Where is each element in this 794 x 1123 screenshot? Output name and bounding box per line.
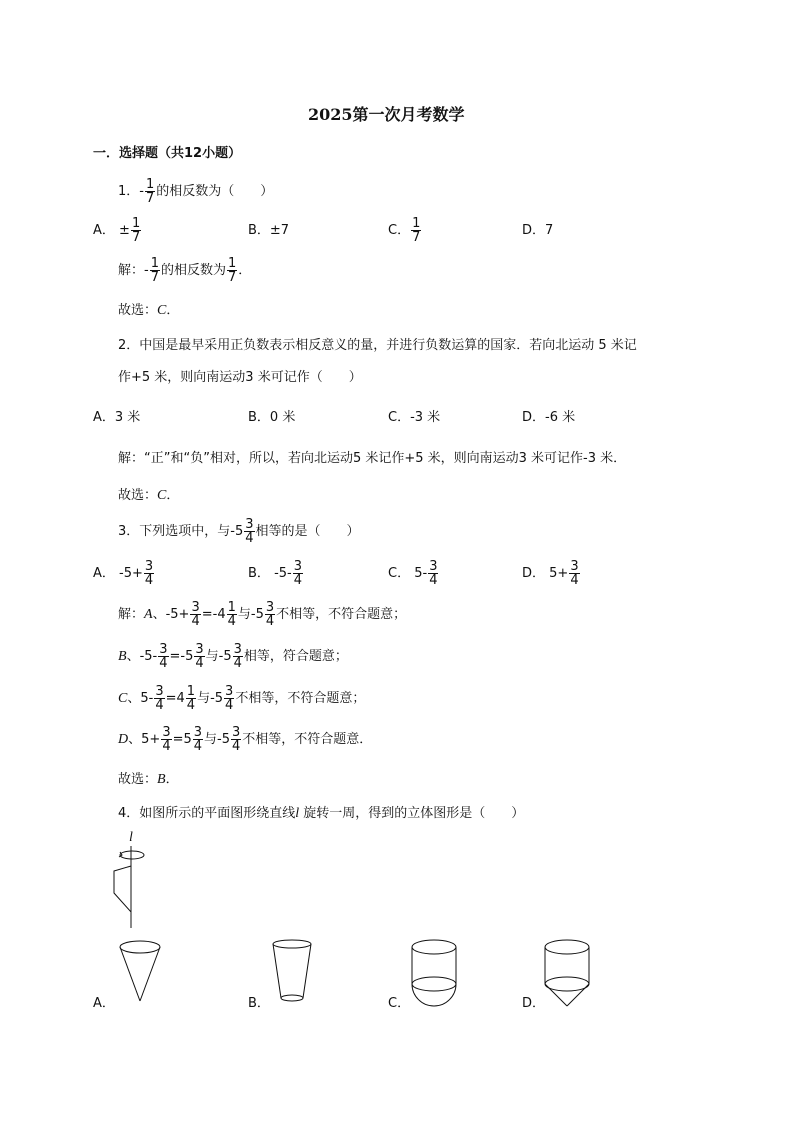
numerator: 1 — [186, 684, 196, 699]
q4-stem — [118, 806, 524, 822]
option-label: D． — [522, 566, 546, 581]
denominator: 4 — [293, 573, 302, 588]
numerator: 3 — [265, 600, 275, 615]
cylinder-top-ellipse — [545, 940, 589, 954]
denominator: 4 — [233, 656, 242, 671]
option-expr: 5- — [414, 566, 428, 581]
solution-with: 与-5 — [204, 732, 231, 747]
solution-with: 与-5 — [237, 607, 264, 622]
q1-neg: - — [139, 184, 144, 199]
option-label: C． — [388, 566, 411, 581]
solution-sep: 、 — [127, 691, 141, 706]
solution-eq: =-4 — [201, 607, 226, 622]
q4-option-d-label: D． — [522, 996, 546, 1011]
cylinder-mid-ellipse — [545, 977, 589, 991]
numerator: 3 — [191, 600, 200, 615]
denominator: 4 — [162, 739, 171, 754]
q1-option-c — [388, 216, 422, 246]
rotation-arrow — [120, 851, 144, 859]
numerator: 3 — [293, 559, 302, 574]
q3-solution-line-d — [118, 725, 372, 755]
denominator: 7 — [131, 230, 141, 245]
q2-option-c: C．-3 米 — [388, 410, 441, 425]
q4-stem-var: l — [295, 806, 300, 821]
solution-tail: 不相等，不符合题意； — [235, 691, 366, 706]
q2-option-d: D．-6 米 — [522, 410, 576, 425]
q3-option-a — [93, 559, 155, 589]
solution-fraction — [158, 643, 168, 670]
solution-fraction — [154, 685, 164, 712]
denominator: 7 — [228, 270, 237, 285]
numerator: 3 — [195, 642, 204, 657]
frustum-top-ellipse — [273, 940, 311, 948]
solution-letter: D — [118, 732, 129, 747]
axis-label: l — [129, 830, 133, 845]
numerator: 1 — [131, 216, 141, 231]
solution-letter: A — [144, 607, 153, 622]
denominator: 7 — [145, 191, 155, 206]
numerator: 3 — [159, 642, 168, 657]
q3-option-c — [388, 559, 439, 589]
q3-solution-line-b — [118, 642, 348, 672]
answer-end: ． — [166, 303, 180, 318]
q3-solution-line-c — [118, 684, 365, 714]
q3-option-b — [248, 559, 304, 589]
hemisphere-bottom — [412, 984, 456, 1006]
q4-stem-text: 旋转一周，得到的立体图形是（ ） — [299, 806, 525, 821]
cylinder-top-ellipse — [412, 940, 456, 954]
denominator: 4 — [227, 614, 236, 629]
q4-option-b-label: B． — [248, 996, 270, 1011]
numerator: 1 — [412, 216, 421, 231]
numerator: 3 — [570, 559, 579, 574]
option-fraction — [144, 560, 154, 587]
solution-sep: 、 — [126, 649, 140, 664]
frustum-side-right — [303, 944, 311, 998]
q2-option-b: B．0 米 — [248, 410, 296, 425]
numerator: 3 — [144, 559, 154, 574]
solution-tail: 相等，符合题意； — [243, 649, 348, 664]
numerator: 3 — [155, 684, 164, 699]
solution-letter: C — [118, 691, 128, 706]
q1-stem-fraction — [145, 178, 155, 205]
option-label: A． — [93, 223, 115, 238]
q4-option-a-figure — [115, 938, 165, 1008]
q4-option-c-figure — [404, 934, 464, 1014]
solution-with: 与-5 — [205, 649, 232, 664]
solution-with: 与-5 — [197, 691, 224, 706]
numerator: 1 — [227, 600, 236, 615]
option-expr: -5+ — [119, 566, 143, 581]
option-label: A． — [93, 566, 115, 581]
q3-option-d — [522, 559, 581, 589]
solution-tail: 不相等，不符合题意； — [276, 607, 407, 622]
q4-plane-figure — [100, 828, 160, 938]
denominator: 4 — [144, 573, 154, 588]
answer-letter: B — [157, 772, 166, 787]
q4-option-d-figure — [537, 934, 597, 1014]
q4-option-a-label: A． — [93, 996, 115, 1011]
q2-option-a: A．3 米 — [93, 410, 141, 425]
solution-eq: =-5 — [169, 649, 194, 664]
numerator: 3 — [193, 725, 203, 740]
solution-fraction — [231, 726, 241, 753]
solution-fraction — [150, 257, 160, 284]
cone-side-left — [545, 984, 567, 1006]
option-fraction — [131, 217, 141, 244]
denominator: 4 — [245, 531, 254, 546]
numerator: 1 — [228, 256, 237, 271]
q4-stem-lead: 4．如图所示的平面图形绕直线 — [118, 806, 296, 821]
option-label: C． — [388, 223, 411, 238]
solution-eq: =4 — [165, 691, 185, 706]
solution-expr: 5+ — [141, 732, 161, 747]
denominator: 7 — [412, 230, 421, 245]
solution-tail: 不相等，不符合题意． — [242, 732, 373, 747]
solution-sep: 、 — [128, 732, 142, 747]
q3-answer — [118, 772, 179, 788]
q2-solution: 解：“正”和“负”相对，所以，若向北运动5 米记作+5 米，则向南运动3 米可记作-3 米． — [118, 451, 627, 466]
denominator: 4 — [159, 656, 168, 671]
q3-stem-lead: 3．下列选项中，与 — [118, 524, 231, 539]
q3-solution-line-a — [118, 600, 406, 630]
option-expr: 5+ — [549, 566, 569, 581]
solution-expr: 5- — [140, 691, 154, 706]
answer-end: ． — [165, 772, 179, 787]
option-fraction — [569, 560, 579, 587]
q4-option-b-figure — [267, 935, 317, 1005]
cone-side-right — [140, 947, 160, 1001]
q1-option-b: B．±7 — [248, 223, 290, 238]
solution-letter: B — [118, 649, 127, 664]
solution-fraction — [233, 643, 243, 670]
denominator: 4 — [193, 739, 203, 754]
option-fraction — [411, 217, 421, 244]
numerator: 3 — [225, 684, 234, 699]
denominator: 4 — [225, 698, 234, 713]
denominator: 4 — [195, 656, 204, 671]
denominator: 4 — [191, 614, 200, 629]
q2-stem-line2: 作+5 米，则向南运动3 米可记作（ ） — [118, 370, 362, 385]
numerator: 3 — [162, 725, 171, 740]
solution-lead: 解： — [118, 607, 145, 622]
numerator: 3 — [429, 559, 438, 574]
answer-lead: 故选： — [118, 303, 158, 318]
plus-minus: ± — [119, 223, 130, 238]
numerator: 3 — [232, 725, 241, 740]
cone-side-right — [567, 984, 589, 1006]
q1-option-a — [93, 216, 142, 246]
solution-fraction — [265, 601, 275, 628]
option-expr: -5- — [274, 566, 292, 581]
solution-fraction — [186, 685, 196, 712]
q1-option-d: D．7 — [522, 223, 554, 238]
solution-fraction — [224, 685, 234, 712]
option-fraction — [293, 560, 303, 587]
denominator: 4 — [429, 573, 438, 588]
page-title: 2025第一次月考数学 — [308, 105, 465, 124]
q3-whole: -5 — [230, 524, 244, 539]
q1-stem-text: 的相反数为（ ） — [156, 184, 274, 199]
denominator: 4 — [232, 739, 241, 754]
q1-answer — [118, 303, 179, 319]
q3-stem-fraction — [244, 518, 254, 545]
answer-letter: C — [157, 303, 167, 318]
cylinder-mid-ellipse — [412, 977, 456, 991]
q3-stem — [118, 517, 360, 547]
denominator: 4 — [155, 698, 164, 713]
q3-stem-text: 相等的是（ ） — [255, 524, 360, 539]
q4-option-c-label: C． — [388, 996, 411, 1011]
numerator: 3 — [233, 642, 242, 657]
solution-eq: =5 — [172, 732, 192, 747]
solution-fraction — [194, 643, 204, 670]
answer-lead: 故选： — [118, 772, 158, 787]
q1-number: 1． — [118, 184, 140, 199]
numerator: 1 — [145, 177, 155, 192]
solution-expr: -5+ — [165, 607, 190, 622]
option-label: B． — [248, 566, 270, 581]
answer-letter: C — [157, 488, 167, 503]
q1-stem — [118, 177, 273, 207]
frustum-side-left — [273, 944, 281, 998]
q2-answer — [118, 488, 179, 504]
solution-fraction — [227, 601, 237, 628]
solution-fraction — [193, 726, 203, 753]
answer-end: ． — [166, 488, 180, 503]
denominator: 4 — [570, 573, 579, 588]
denominator: 7 — [150, 270, 159, 285]
section-heading: 一．选择题（共12小题） — [93, 146, 242, 161]
denominator: 4 — [186, 698, 196, 713]
solution-fraction — [161, 726, 171, 753]
solution-sep: 、 — [152, 607, 166, 622]
frustum-bottom-ellipse — [281, 995, 303, 1001]
q1-solution — [118, 256, 251, 286]
numerator: 1 — [150, 256, 159, 271]
plane-shape — [114, 866, 131, 912]
denominator: 4 — [265, 614, 275, 629]
option-fraction — [428, 560, 438, 587]
answer-lead: 故选： — [118, 488, 158, 503]
numerator: 3 — [245, 517, 254, 532]
q2-stem-line1: 2．中国是最早采用正负数表示相反意义的量，并进行负数运算的国家．若向北运动 5 米记 — [118, 338, 637, 353]
solution-end: ． — [238, 263, 252, 278]
cone-top-ellipse — [120, 941, 160, 953]
solution-fraction — [190, 601, 200, 628]
solution-expr: -5- — [139, 649, 158, 664]
cone-side-left — [120, 947, 140, 1001]
solution-lead: 解：- — [118, 263, 149, 278]
solution-text: 的相反数为 — [160, 263, 226, 278]
solution-fraction — [227, 257, 237, 284]
